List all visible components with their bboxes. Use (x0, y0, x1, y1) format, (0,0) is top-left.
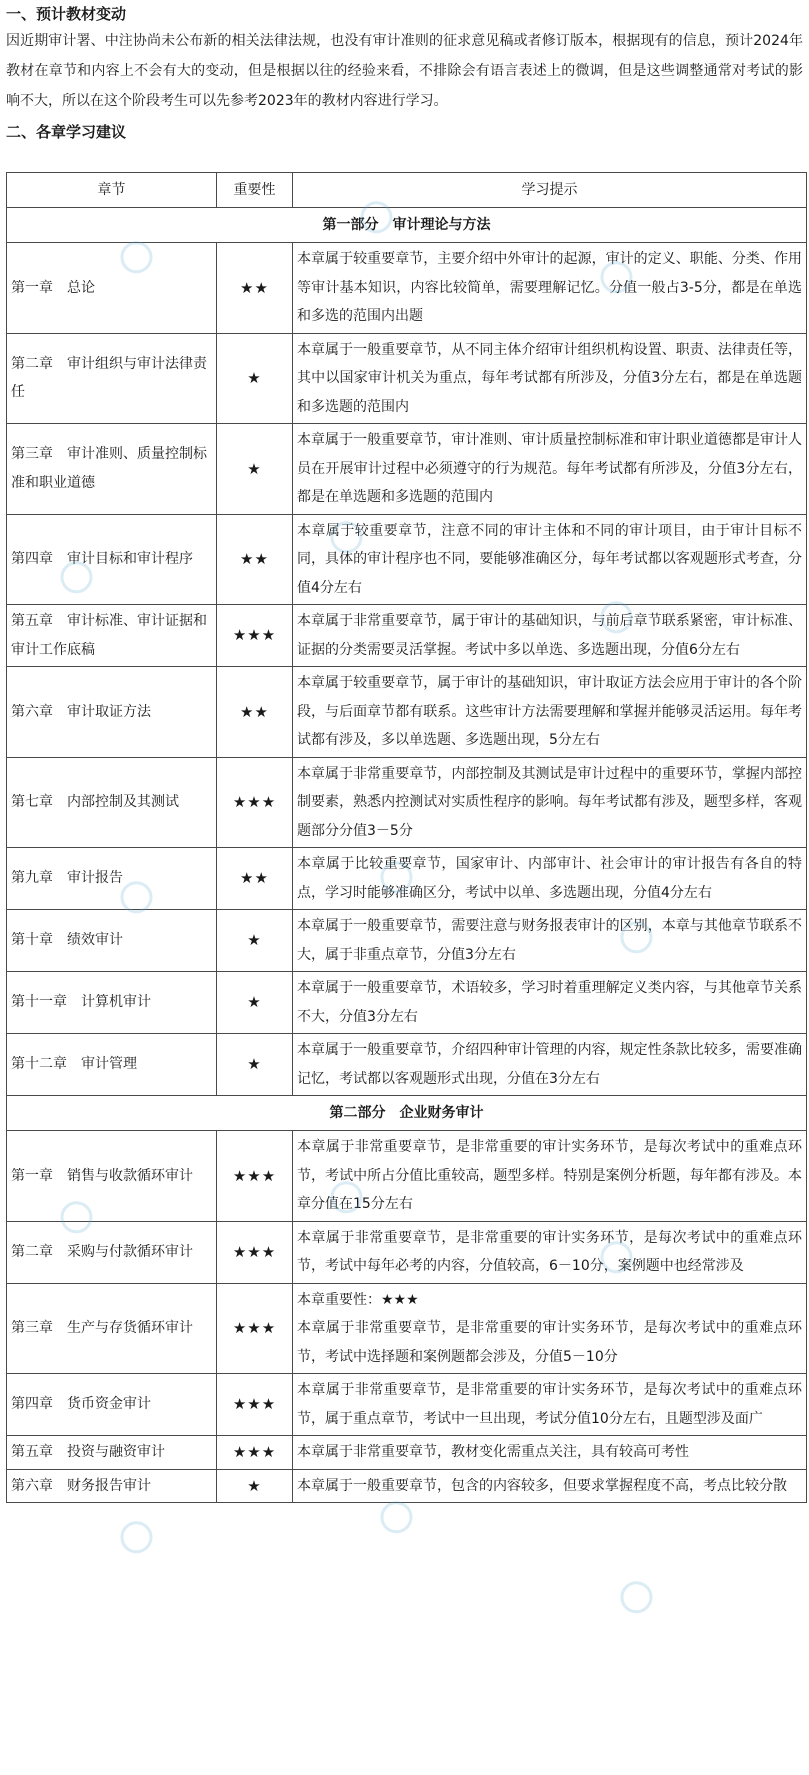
importance-rating: ★ (217, 972, 293, 1034)
study-tip-cell: 本章属于非常重要章节，内部控制及其测试是审计过程中的重要环节，掌握内部控制要素，熟悉内控测试对实质性程序的影响。每年考试都有涉及，题型多样，客观题部分分值3－5分 (293, 757, 807, 848)
chapter-cell: 第二章 审计组织与审计法律责任 (7, 333, 217, 424)
study-tip-cell: 本章属于一般重要章节，包含的内容较多，但要求掌握程度不高，考点比较分散 (293, 1469, 807, 1503)
importance-rating: ★ (217, 910, 293, 972)
importance-rating: ★ (217, 1034, 293, 1096)
study-tip-cell: 本章属于一般重要章节，需要注意与财务报表审计的区别，本章与其他章节联系不大，属于非重点章节，分值3分左右 (293, 910, 807, 972)
study-tip-cell: 本章属于比较重要章节，国家审计、内部审计、社会审计的审计报告有各自的特点，学习时能够准确区分，考试中以单、多选题出现，分值4分左右 (293, 848, 807, 910)
part-title-row (7, 1096, 807, 1131)
header-tip: 学习提示 (293, 173, 807, 208)
table-row (7, 243, 807, 334)
importance-rating: ★ (217, 424, 293, 515)
study-advice-table (6, 172, 807, 1503)
importance-rating: ★★★ (217, 1374, 293, 1436)
table-row (7, 1034, 807, 1096)
importance-rating: ★★ (217, 667, 293, 758)
table-header-row (7, 173, 807, 208)
study-tip-cell: 本章属于非常重要章节，是非常重要的审计实务环节，是每次考试中的重难点环节，考试中所占分值比重较高，题型多样。特别是案例分析题，每年都有涉及。本章分值在15分左右 (293, 1131, 807, 1222)
chapter-cell: 第三章 生产与存货循环审计 (7, 1283, 217, 1374)
study-tip-cell: 本章属于非常重要章节，是非常重要的审计实务环节，是每次考试中的重难点环节，属于重点章节，考试中一旦出现，考试分值10分左右，且题型涉及面广 (293, 1374, 807, 1436)
table-body (7, 208, 807, 1503)
table-row (7, 1131, 807, 1222)
table-row (7, 667, 807, 758)
importance-rating: ★★★ (217, 605, 293, 667)
study-tip-cell: 本章属于非常重要章节，是非常重要的审计实务环节，是每次考试中的重难点环节，考试中每年必考的内容，分值较高，6－10分，案例题中也经常涉及 (293, 1221, 807, 1283)
header-chapter: 章节 (7, 173, 217, 208)
chapter-cell: 第六章 审计取证方法 (7, 667, 217, 758)
part-title: 第一部分 审计理论与方法 (7, 208, 807, 243)
table-row (7, 848, 807, 910)
importance-rating: ★★ (217, 848, 293, 910)
header-importance: 重要性 (217, 173, 293, 208)
table-row (7, 424, 807, 515)
table-row (7, 1221, 807, 1283)
importance-rating: ★★★ (217, 757, 293, 848)
study-tip-cell: 本章属于一般重要章节，术语较多，学习时着重理解定义类内容，与其他章节关系不大，分值3分左右 (293, 972, 807, 1034)
table-row (7, 1374, 807, 1436)
table-row (7, 333, 807, 424)
importance-rating: ★ (217, 333, 293, 424)
chapter-cell: 第十二章 审计管理 (7, 1034, 217, 1096)
chapter-cell: 第九章 审计报告 (7, 848, 217, 910)
importance-rating: ★★★ (217, 1283, 293, 1374)
table-row (7, 910, 807, 972)
table-row (7, 514, 807, 605)
section-heading-textbook-changes: 一、预计教材变动 (6, 5, 127, 23)
watermark-logo-icon (614, 1575, 659, 1620)
chapter-cell: 第四章 审计目标和审计程序 (7, 514, 217, 605)
chapter-cell: 第六章 财务报告审计 (7, 1469, 217, 1503)
table-row (7, 1436, 807, 1470)
chapter-cell: 第一章 总论 (7, 243, 217, 334)
document-page (0, 0, 809, 142)
study-tip-cell: 本章属于非常重要章节，属于审计的基础知识，与前后章节联系紧密，审计标准、证据的分类需要灵活掌握。考试中多以单选、多选题出现，分值6分左右 (293, 605, 807, 667)
study-tip-cell: 本章属于非常重要章节，教材变化需重点关注，具有较高可考性 (293, 1436, 807, 1470)
watermark (614, 1572, 662, 1620)
study-tip-cell: 本章属于较重要章节，注意不同的审计主体和不同的审计项目，由于审计目标不同，具体的审计程序也不同，要能够准确区分，每年考试都以客观题形式考查，分值4分左右 (293, 514, 807, 605)
chapter-cell: 第七章 内部控制及其测试 (7, 757, 217, 848)
chapter-cell: 第十章 绩效审计 (7, 910, 217, 972)
watermark-logo-icon (114, 1515, 159, 1560)
importance-rating: ★★★ (217, 1221, 293, 1283)
chapter-cell: 第二章 采购与付款循环审计 (7, 1221, 217, 1283)
table-row (7, 757, 807, 848)
chapter-cell: 第四章 货币资金审计 (7, 1374, 217, 1436)
study-tip-cell: 本章属于一般重要章节，介绍四种审计管理的内容，规定性条款比较多，需要准确记忆，考试都以客观题形式出现，分值在3分左右 (293, 1034, 807, 1096)
part-title-row (7, 208, 807, 243)
study-tip-cell: 本章属于一般重要章节，从不同主体介绍审计组织机构设置、职责、法律责任等，其中以国家审计机关为重点，每年考试都有所涉及，分值3分左右，都是在单选题和多选题的范围内 (293, 333, 807, 424)
chapter-cell: 第五章 审计标准、审计证据和审计工作底稿 (7, 605, 217, 667)
chapter-cell: 第三章 审计准则、质量控制标准和职业道德 (7, 424, 217, 515)
study-tip-cell: 本章属于一般重要章节，审计准则、审计质量控制标准和审计职业道德都是审计人员在开展审计过程中必须遵守的行为规范。每年考试都有所涉及，分值3分左右，都是在单选题和多选题的范围内 (293, 424, 807, 515)
study-tip-importance-note: 本章重要性：★★★ (297, 1291, 419, 1308)
study-tip-cell: 本章属于较重要章节，主要介绍中外审计的起源，审计的定义、职能、分类、作用等审计基本知识，内容比较简单，需要理解记忆。分值一般占3-5分，都是在单选和多选的范围内出题 (293, 243, 807, 334)
study-tip-cell (293, 1283, 807, 1374)
importance-rating: ★★ (217, 514, 293, 605)
table-row (7, 972, 807, 1034)
table-row (7, 1283, 807, 1374)
importance-rating: ★★ (217, 243, 293, 334)
table-row (7, 605, 807, 667)
part-title: 第二部分 企业财务审计 (7, 1096, 807, 1131)
study-tip-text: 本章属于非常重要章节，是非常重要的审计实务环节，是每次考试中的重难点环节，考试中选择题和案例题都会涉及，分值5－10分 (297, 1320, 802, 1365)
importance-rating: ★★★ (217, 1131, 293, 1222)
table-row (7, 1469, 807, 1503)
chapter-cell: 第十一章 计算机审计 (7, 972, 217, 1034)
chapter-cell: 第一章 销售与收款循环审计 (7, 1131, 217, 1222)
study-tip-cell: 本章属于较重要章节，属于审计的基础知识，审计取证方法会应用于审计的各个阶段，与后面章节都有联系。这些审计方法需要理解和掌握并能够灵活运用。每年考试都有涉及，多以单选题、多选题出现，5分左右 (293, 667, 807, 758)
section-heading-chapter-advice: 二、各章学习建议 (6, 123, 127, 141)
importance-rating: ★★★ (217, 1436, 293, 1470)
watermark (114, 1512, 162, 1560)
importance-rating: ★ (217, 1469, 293, 1503)
chapter-cell: 第五章 投资与融资审计 (7, 1436, 217, 1470)
textbook-changes-paragraph: 因近期审计署、中注协尚未公布新的相关法律法规，也没有审计准则的征求意见稿或者修订版本，根据现有的信息，预计2024年教材在章节和内容上不会有大的变动，但是根据以往的经验来看，不排除会有语言表述上的微调，但是这些调整通常对考试的影响不大，所以在这个阶段考生可以先参考2023年的教材内容进行学习。 (6, 33, 803, 109)
